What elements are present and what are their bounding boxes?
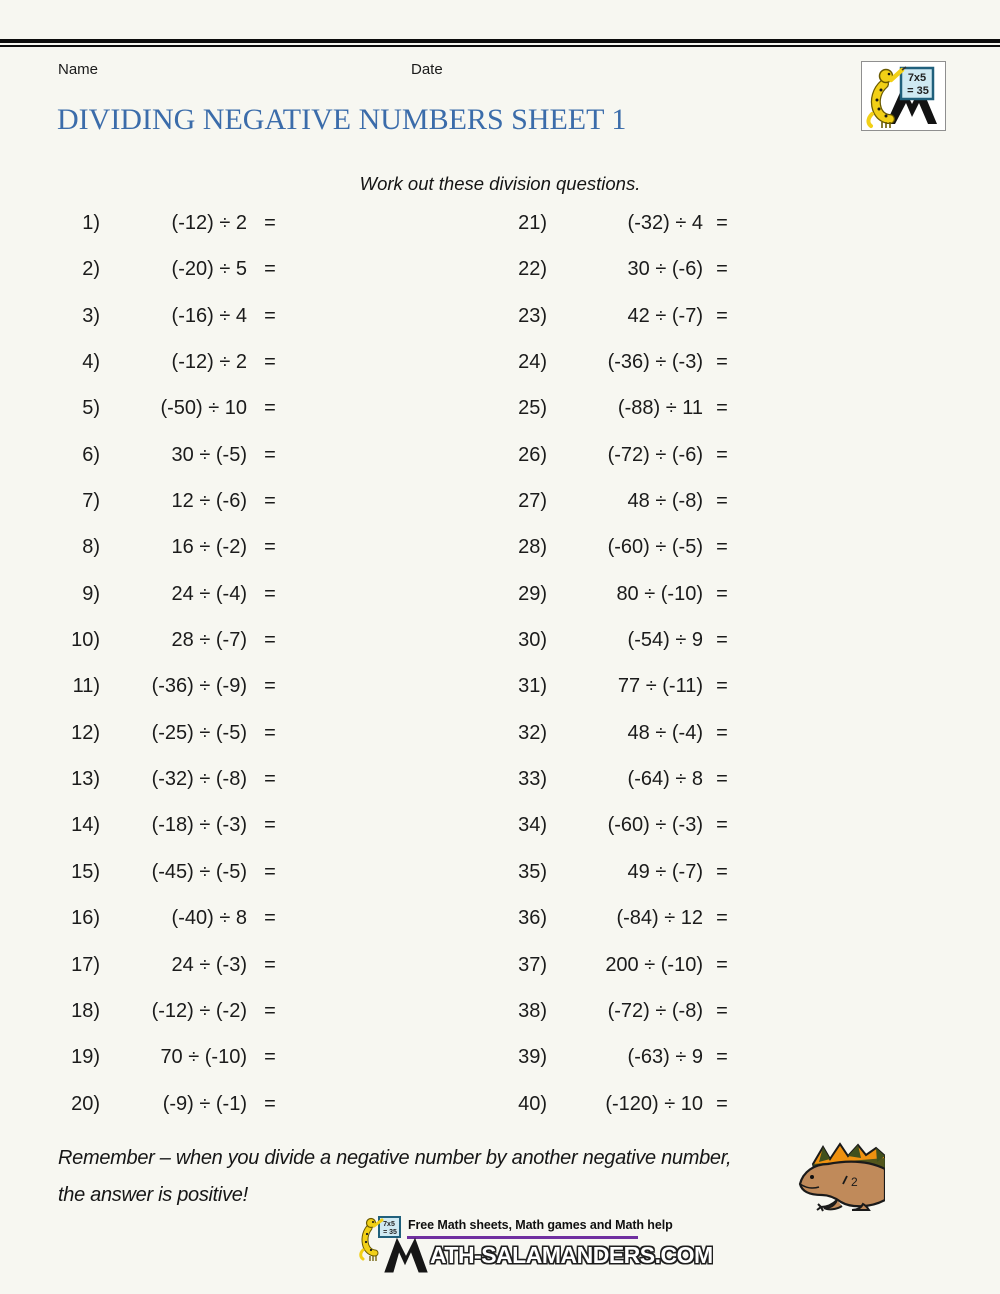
problem-expression: (-36) ÷ (-3) <box>607 351 703 374</box>
problem-expression: 16 ÷ (-2) <box>171 536 247 559</box>
problem-row <box>0 954 330 1000</box>
problem-number: 13) <box>71 768 100 791</box>
problem-number: 14) <box>71 814 100 837</box>
problem-number: 34) <box>518 814 547 837</box>
problem-number: 35) <box>518 860 547 883</box>
problem-expression: (-25) ÷ (-5) <box>151 721 247 744</box>
equals-sign: = <box>264 397 276 420</box>
problem-expression: 200 ÷ (-10) <box>605 953 703 976</box>
problem-expression: 42 ÷ (-7) <box>627 304 703 327</box>
problem-row <box>0 629 330 675</box>
problem-expression: 24 ÷ (-3) <box>171 953 247 976</box>
problem-row <box>447 490 777 536</box>
equals-sign: = <box>264 536 276 559</box>
problem-expression: (-9) ÷ (-1) <box>162 1092 247 1115</box>
problem-expression: (-72) ÷ (-6) <box>607 443 703 466</box>
problem-row <box>447 907 777 953</box>
problem-number: 18) <box>71 999 100 1022</box>
problem-expression: (-18) ÷ (-3) <box>151 814 247 837</box>
salamander-chalkboard-logo-icon <box>862 62 945 130</box>
problem-expression: (-32) ÷ (-8) <box>151 768 247 791</box>
equals-sign: = <box>716 536 728 559</box>
equals-sign: = <box>264 490 276 513</box>
problem-row <box>0 583 330 629</box>
problem-row <box>447 1093 777 1139</box>
equals-sign: = <box>264 953 276 976</box>
problem-number: 29) <box>518 582 547 605</box>
equals-sign: = <box>264 675 276 698</box>
equals-sign: = <box>264 860 276 883</box>
problem-row <box>447 583 777 629</box>
top-divider-thin <box>0 45 1000 47</box>
problem-number: 26) <box>518 443 547 466</box>
problem-row <box>0 490 330 536</box>
problem-number: 21) <box>518 212 547 234</box>
date-label: Date <box>411 61 443 78</box>
equals-sign: = <box>716 397 728 420</box>
problem-number: 39) <box>518 1046 547 1069</box>
chalkboard-text-line2: = 35 <box>907 85 929 97</box>
problems-column-right <box>447 212 777 1139</box>
footer-chalkboard-line1: 7x5 <box>383 1221 395 1228</box>
reminder-text <box>58 1140 731 1214</box>
problem-number: 20) <box>71 1092 100 1115</box>
problem-row <box>0 814 330 860</box>
problem-row <box>0 1093 330 1139</box>
problem-expression: (-32) ÷ 4 <box>627 212 703 234</box>
problem-row <box>0 675 330 721</box>
problem-expression: (-36) ÷ (-9) <box>151 675 247 698</box>
problem-expression: (-63) ÷ 9 <box>627 1046 703 1069</box>
reminder-line-1: Remember – when you divide a negative number by another negative number, <box>58 1147 732 1169</box>
problem-expression: (-54) ÷ 9 <box>627 629 703 652</box>
equals-sign: = <box>716 1046 728 1069</box>
problem-number: 28) <box>518 536 547 559</box>
equals-sign: = <box>264 351 276 374</box>
problem-row <box>447 305 777 351</box>
problem-expression: (-45) ÷ (-5) <box>151 860 247 883</box>
problem-row <box>0 212 330 258</box>
problem-number: 5) <box>82 397 100 420</box>
footer-tagline: Free Math sheets, Math games and Math help <box>408 1218 673 1232</box>
problem-row <box>0 907 330 953</box>
problem-row <box>0 397 330 443</box>
problem-number: 16) <box>71 907 100 930</box>
problem-expression: (-12) ÷ 2 <box>171 212 247 234</box>
equals-sign: = <box>264 907 276 930</box>
problem-row <box>0 536 330 582</box>
problem-number: 40) <box>518 1092 547 1115</box>
problem-expression: 12 ÷ (-6) <box>171 490 247 513</box>
wordmark-text: ATH-SALAMANDERS.COM <box>430 1242 713 1268</box>
problem-row <box>447 861 777 907</box>
instruction-text: Work out these division questions. <box>359 173 641 194</box>
problem-number: 25) <box>518 397 547 420</box>
problem-row <box>447 536 777 582</box>
problem-row <box>447 444 777 490</box>
page-title: DIVIDING NEGATIVE NUMBERS SHEET 1 <box>57 103 627 136</box>
problem-number: 33) <box>518 768 547 791</box>
equals-sign: = <box>264 999 276 1022</box>
problem-expression: 24 ÷ (-4) <box>171 582 247 605</box>
equals-sign: = <box>264 212 276 234</box>
problem-row <box>0 444 330 490</box>
problem-number: 6) <box>82 443 100 466</box>
equals-sign: = <box>716 814 728 837</box>
equals-sign: = <box>264 814 276 837</box>
equals-sign: = <box>716 907 728 930</box>
equals-sign: = <box>264 258 276 281</box>
equals-sign: = <box>716 953 728 976</box>
problem-row <box>447 722 777 768</box>
problem-number: 24) <box>518 351 547 374</box>
problem-expression: (-72) ÷ (-8) <box>607 999 703 1022</box>
problem-number: 37) <box>518 953 547 976</box>
problem-number: 4) <box>82 351 100 374</box>
equals-sign: = <box>716 443 728 466</box>
problem-expression: 70 ÷ (-10) <box>160 1046 247 1069</box>
problem-number: 8) <box>82 536 100 559</box>
problem-row <box>0 722 330 768</box>
problem-number: 38) <box>518 999 547 1022</box>
equals-sign: = <box>264 304 276 327</box>
problem-expression: 28 ÷ (-7) <box>171 629 247 652</box>
equals-sign: = <box>264 443 276 466</box>
problem-number: 30) <box>518 629 547 652</box>
problem-number: 17) <box>71 953 100 976</box>
name-label: Name <box>58 61 99 78</box>
problem-expression: (-60) ÷ (-3) <box>607 814 703 837</box>
top-divider-thick <box>0 39 1000 43</box>
problem-expression: 30 ÷ (-5) <box>171 443 247 466</box>
problem-row <box>447 212 777 258</box>
problem-row <box>0 351 330 397</box>
lizard-body <box>800 1162 885 1207</box>
equals-sign: = <box>716 999 728 1022</box>
problem-expression: (-120) ÷ 10 <box>605 1092 703 1115</box>
problem-row <box>447 768 777 814</box>
equals-sign: = <box>716 860 728 883</box>
problem-expression: (-12) ÷ (-2) <box>151 999 247 1022</box>
problem-row <box>447 1000 777 1046</box>
lizard-mark-2: 2 <box>851 1175 858 1189</box>
problem-expression: (-12) ÷ 2 <box>171 351 247 374</box>
equals-sign: = <box>264 1046 276 1069</box>
problem-number: 12) <box>71 721 100 744</box>
problem-row <box>447 351 777 397</box>
equals-sign: = <box>716 258 728 281</box>
equals-sign: = <box>264 629 276 652</box>
problem-expression: (-88) ÷ 11 <box>617 397 703 420</box>
footer-chalkboard-line2: = 35 <box>383 1229 397 1236</box>
problem-number: 7) <box>82 490 100 513</box>
problem-row <box>447 954 777 1000</box>
problem-expression: (-64) ÷ 8 <box>627 768 703 791</box>
lizard-illustration <box>797 1138 885 1212</box>
problem-number: 1) <box>82 212 100 234</box>
salamander-chalkboard-logo <box>861 61 946 131</box>
equals-sign: = <box>716 629 728 652</box>
problem-number: 10) <box>71 629 100 652</box>
problem-expression: (-20) ÷ 5 <box>171 258 247 281</box>
problem-row <box>447 397 777 443</box>
equals-sign: = <box>716 768 728 791</box>
equals-sign: = <box>716 304 728 327</box>
problem-number: 31) <box>518 675 547 698</box>
reminder-line-2: the answer is positive! <box>58 1184 248 1206</box>
equals-sign: = <box>716 582 728 605</box>
problem-row <box>447 814 777 860</box>
problem-number: 22) <box>518 258 547 281</box>
problem-expression: 48 ÷ (-4) <box>627 721 703 744</box>
problem-expression: (-16) ÷ 4 <box>171 304 247 327</box>
problems-column-left <box>0 212 330 1139</box>
problem-number: 3) <box>82 304 100 327</box>
problem-row <box>447 629 777 675</box>
problem-number: 19) <box>71 1046 100 1069</box>
problem-row <box>447 1046 777 1092</box>
problem-number: 11) <box>72 675 100 698</box>
problem-number: 9) <box>82 582 100 605</box>
problem-expression: (-84) ÷ 12 <box>616 907 703 930</box>
equals-sign: = <box>264 582 276 605</box>
problem-expression: 77 ÷ (-11) <box>617 675 703 698</box>
problem-row <box>0 768 330 814</box>
problem-number: 27) <box>518 490 547 513</box>
problem-expression: 80 ÷ (-10) <box>616 582 703 605</box>
problem-expression: 48 ÷ (-8) <box>627 490 703 513</box>
problem-expression: 49 ÷ (-7) <box>627 860 703 883</box>
problem-number: 36) <box>518 907 547 930</box>
problem-row <box>0 258 330 304</box>
problem-expression: (-60) ÷ (-5) <box>607 536 703 559</box>
problem-expression: (-40) ÷ 8 <box>171 907 247 930</box>
problem-number: 32) <box>518 721 547 744</box>
lizard-eye <box>810 1175 814 1179</box>
problem-row <box>0 305 330 351</box>
problem-expression: (-50) ÷ 10 <box>160 397 247 420</box>
wordmark-m-icon <box>383 1237 429 1273</box>
problem-number: 23) <box>518 304 547 327</box>
equals-sign: = <box>716 351 728 374</box>
problem-row <box>0 861 330 907</box>
problem-row <box>0 1046 330 1092</box>
footer-wordmark <box>383 1237 713 1273</box>
equals-sign: = <box>716 675 728 698</box>
problem-row <box>0 1000 330 1046</box>
problem-number: 15) <box>71 860 100 883</box>
problem-number: 2) <box>82 258 100 281</box>
equals-sign: = <box>716 212 728 234</box>
equals-sign: = <box>264 721 276 744</box>
problem-row <box>447 675 777 721</box>
equals-sign: = <box>264 768 276 791</box>
problem-expression: 30 ÷ (-6) <box>627 258 703 281</box>
equals-sign: = <box>264 1092 276 1115</box>
equals-sign: = <box>716 490 728 513</box>
chalkboard-text-line1: 7x5 <box>907 72 927 84</box>
equals-sign: = <box>716 1092 728 1115</box>
equals-sign: = <box>716 721 728 744</box>
problem-row <box>447 258 777 304</box>
